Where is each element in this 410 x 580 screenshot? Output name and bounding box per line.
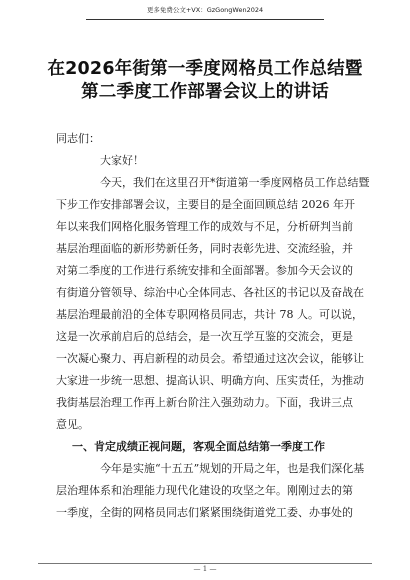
footer-divider xyxy=(38,563,372,564)
paragraph-line: 这是一次承前启后的总结会，是一次互学互鉴的交流会，更是 xyxy=(56,330,353,343)
paragraph-line: 我街基层治理工作再上新台阶注入强劲动力。下面，我讲三点 xyxy=(56,396,353,409)
page-number: — 1 — xyxy=(193,565,217,573)
header-divider xyxy=(86,19,324,20)
header-note: 更多免费公文+VX：GzGongWen2024 xyxy=(146,6,264,14)
paragraph-line: 一季度，全街的网格员同志们紧紧围绕街道党工委、办事处的 xyxy=(56,506,353,519)
paragraph-line: 大家进一步统一思想、提高认识、明确方向、压实责任，为推动 xyxy=(56,374,364,387)
document-body xyxy=(56,128,370,524)
paragraph-line: 基层治理面临的新形势新任务，同时表彰先进、交流经验，并 xyxy=(56,242,353,255)
paragraph-line: 有街道分管领导、综治中心全体同志、各社区的书记以及奋战在 xyxy=(56,286,364,299)
paragraph-line: 今天，我们在这里召开*街道第一季度网格员工作总结暨 xyxy=(100,176,370,189)
title-line-2: 第二季度工作部署会议上的讲话 xyxy=(81,82,329,102)
paragraph-line: 下步工作安排部署会议，主要目的是全面回顾总结 2026 年开 xyxy=(56,198,355,211)
document-title xyxy=(30,58,380,104)
paragraph-section-1 xyxy=(56,458,365,524)
paragraph-intro xyxy=(56,172,370,436)
paragraph-line: 基层治理最前沿的全体专职网格员同志，共计 78 人。可以说， xyxy=(56,308,363,321)
paragraph-line: 意见。 xyxy=(56,418,89,431)
paragraph-line: 一次凝心聚力、再启新程的动员会。希望通过这次会议，能够让 xyxy=(56,352,364,365)
section-heading: 一、肯定成绩正视问题，客观全面总结第一季度工作 xyxy=(72,440,325,453)
paragraph-line: 今年是实施“十五五”规划的开局之年，也是我们深化基 xyxy=(100,462,365,475)
title-line-1: 在2026年街第一季度网格员工作总结暨 xyxy=(47,59,363,79)
salutation: 同志们： xyxy=(56,132,100,145)
paragraph-line: 年以来我们网格化服务管理工作的成效与不足，分析研判当前 xyxy=(56,220,353,233)
paragraph-line: 对第二季度的工作进行系统安排和全面部署。参加今天会议的 xyxy=(56,264,353,277)
paragraph-line: 层治理体系和治理能力现代化建设的攻坚之年。刚刚过去的第 xyxy=(56,484,353,497)
greeting: 大家好！ xyxy=(100,154,144,167)
